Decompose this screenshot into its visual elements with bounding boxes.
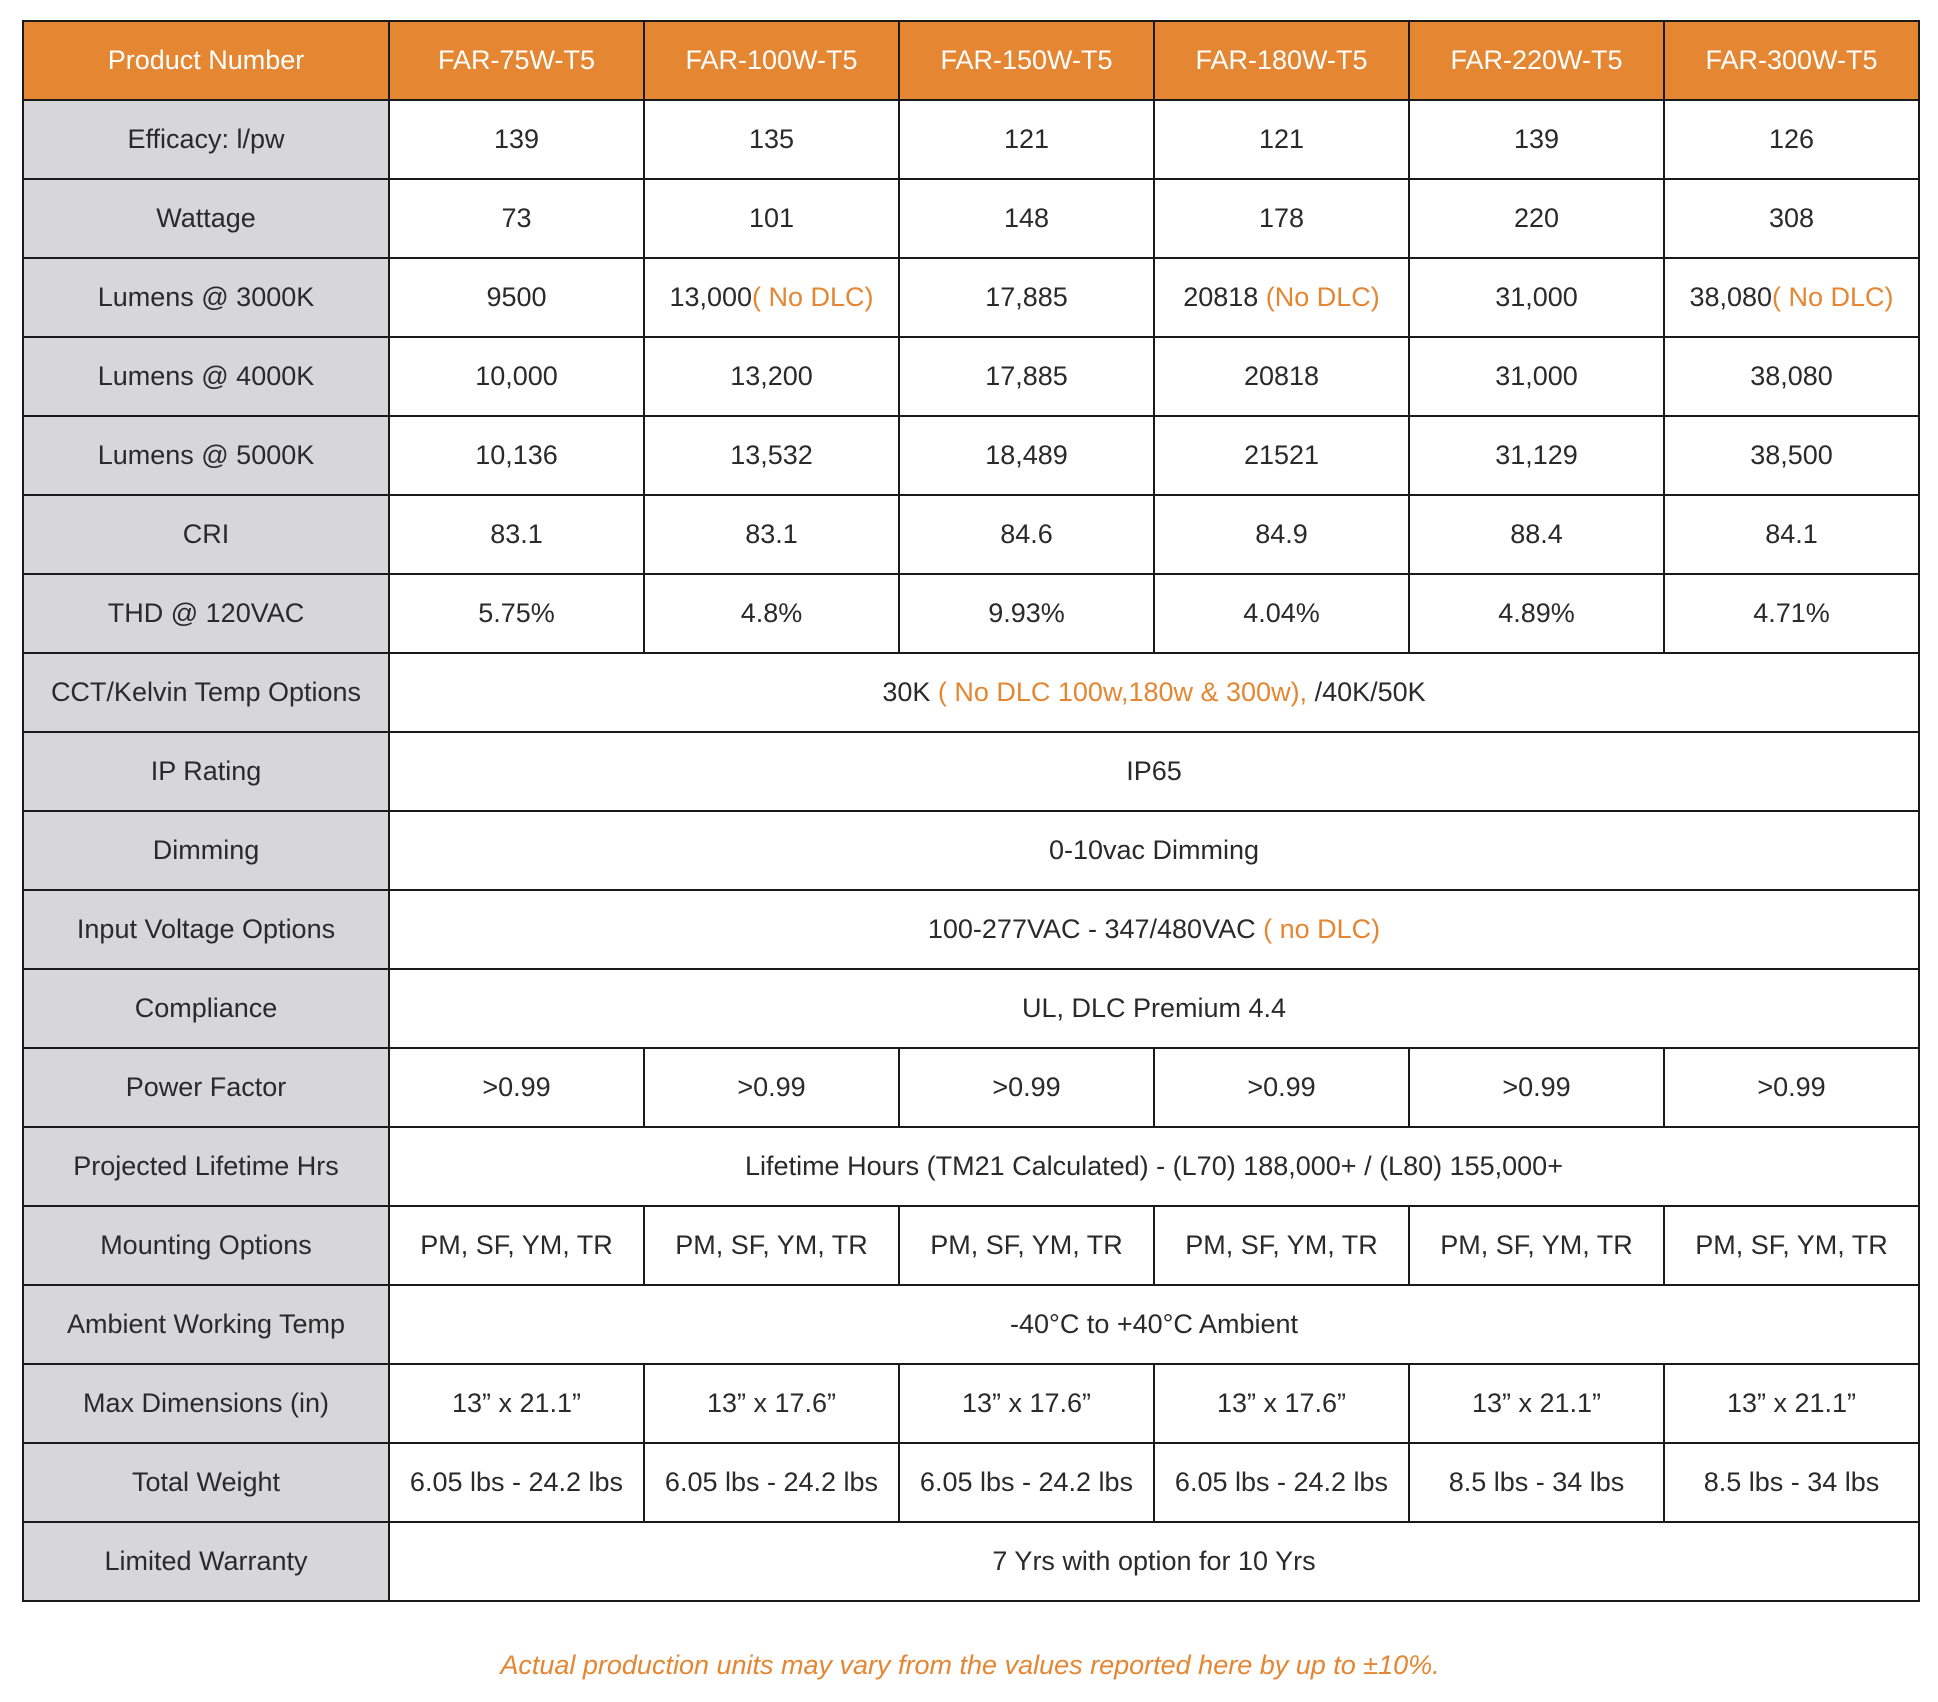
- table-cell: 83.1: [644, 495, 899, 574]
- table-cell: PM, SF, YM, TR: [1409, 1206, 1664, 1285]
- table-cell: 31,000: [1409, 337, 1664, 416]
- cell-value: 9500: [486, 282, 547, 312]
- row-lumens-3000k: [23, 258, 1919, 337]
- table-cell: 83.1: [389, 495, 644, 574]
- table-cell: >0.99: [644, 1048, 899, 1127]
- table-cell: [1409, 258, 1664, 337]
- row-compliance: [23, 969, 1919, 1048]
- row-label: Projected Lifetime Hrs: [23, 1127, 389, 1206]
- cell-value: 13,000: [669, 282, 753, 312]
- table-cell: PM, SF, YM, TR: [1154, 1206, 1409, 1285]
- row-ip-rating: [23, 732, 1919, 811]
- table-cell: 4.8%: [644, 574, 899, 653]
- table-cell-merged: IP65: [389, 732, 1919, 811]
- row-ambient-temp: [23, 1285, 1919, 1364]
- table-cell-merged: [389, 653, 1919, 732]
- table-cell: 13” x 17.6”: [899, 1364, 1154, 1443]
- table-cell: 21521: [1154, 416, 1409, 495]
- table-cell: 6.05 lbs - 24.2 lbs: [1154, 1443, 1409, 1522]
- row-total-weight: [23, 1443, 1919, 1522]
- table-cell: 220: [1409, 179, 1664, 258]
- product-header: FAR-220W-T5: [1409, 21, 1664, 100]
- table-cell: PM, SF, YM, TR: [644, 1206, 899, 1285]
- table-cell: 101: [644, 179, 899, 258]
- table-cell: 18,489: [899, 416, 1154, 495]
- table-cell: 17,885: [899, 337, 1154, 416]
- row-label: Power Factor: [23, 1048, 389, 1127]
- table-cell: 13,532: [644, 416, 899, 495]
- row-label: Lumens @ 3000K: [23, 258, 389, 337]
- table-cell: 88.4: [1409, 495, 1664, 574]
- row-label: Total Weight: [23, 1443, 389, 1522]
- cell-value: 30K: [882, 677, 938, 707]
- product-header: FAR-100W-T5: [644, 21, 899, 100]
- row-label: Dimming: [23, 811, 389, 890]
- table-cell: PM, SF, YM, TR: [899, 1206, 1154, 1285]
- table-cell: 38,500: [1664, 416, 1919, 495]
- row-label: THD @ 120VAC: [23, 574, 389, 653]
- no-dlc-note: ( no DLC): [1263, 914, 1381, 944]
- table-cell: 84.6: [899, 495, 1154, 574]
- row-label: Max Dimensions (in): [23, 1364, 389, 1443]
- table-cell: 6.05 lbs - 24.2 lbs: [389, 1443, 644, 1522]
- table-cell: [389, 258, 644, 337]
- table-cell: 73: [389, 179, 644, 258]
- row-label: Efficacy: l/pw: [23, 100, 389, 179]
- no-dlc-note: (No DLC): [1265, 282, 1380, 312]
- cell-value: 38,080: [1689, 282, 1773, 312]
- table-cell: >0.99: [389, 1048, 644, 1127]
- row-label: Lumens @ 4000K: [23, 337, 389, 416]
- table-cell: 8.5 lbs - 34 lbs: [1664, 1443, 1919, 1522]
- table-cell-merged: [389, 890, 1919, 969]
- no-dlc-note: ( No DLC): [1772, 282, 1894, 312]
- table-cell: [1664, 258, 1919, 337]
- table-cell: 121: [1154, 100, 1409, 179]
- table-cell: 139: [1409, 100, 1664, 179]
- table-cell: 84.1: [1664, 495, 1919, 574]
- table-cell: 6.05 lbs - 24.2 lbs: [644, 1443, 899, 1522]
- table-cell: 126: [1664, 100, 1919, 179]
- row-label: Wattage: [23, 179, 389, 258]
- table-cell: 13” x 21.1”: [1664, 1364, 1919, 1443]
- row-lumens-4000k: [23, 337, 1919, 416]
- row-label: Mounting Options: [23, 1206, 389, 1285]
- table-cell: [1154, 258, 1409, 337]
- row-lifetime: [23, 1127, 1919, 1206]
- table-cell: 13” x 21.1”: [1409, 1364, 1664, 1443]
- row-warranty: [23, 1522, 1919, 1601]
- row-lumens-5000k: [23, 416, 1919, 495]
- row-label: Compliance: [23, 969, 389, 1048]
- table-cell-merged: Lifetime Hours (TM21 Calculated) - (L70) 188,000+ / (L80) 155,000+: [389, 1127, 1919, 1206]
- row-cri: [23, 495, 1919, 574]
- table-cell: 10,000: [389, 337, 644, 416]
- table-cell: 308: [1664, 179, 1919, 258]
- table-cell: 13” x 21.1”: [389, 1364, 644, 1443]
- table-cell: [899, 258, 1154, 337]
- table-cell: 9.93%: [899, 574, 1154, 653]
- cell-value: 31,000: [1495, 282, 1578, 312]
- table-cell: 5.75%: [389, 574, 644, 653]
- row-label: Ambient Working Temp: [23, 1285, 389, 1364]
- row-cct: [23, 653, 1919, 732]
- row-wattage: [23, 179, 1919, 258]
- table-cell: 10,136: [389, 416, 644, 495]
- row-dimming: [23, 811, 1919, 890]
- row-mounting: [23, 1206, 1919, 1285]
- header-label: Product Number: [23, 21, 389, 100]
- table-cell-merged: 0-10vac Dimming: [389, 811, 1919, 890]
- table-cell: 4.71%: [1664, 574, 1919, 653]
- table-cell: 148: [899, 179, 1154, 258]
- row-label: Input Voltage Options: [23, 890, 389, 969]
- table-cell-merged: 7 Yrs with option for 10 Yrs: [389, 1522, 1919, 1601]
- row-efficacy: [23, 100, 1919, 179]
- table-cell: >0.99: [899, 1048, 1154, 1127]
- cell-value: 100-277VAC - 347/480VAC: [927, 914, 1264, 944]
- table-cell-merged: UL, DLC Premium 4.4: [389, 969, 1919, 1048]
- cell-value: /40K/50K: [1307, 677, 1426, 707]
- row-label: Lumens @ 5000K: [23, 416, 389, 495]
- row-input-voltage: [23, 890, 1919, 969]
- table-cell: 13,200: [644, 337, 899, 416]
- cell-value: 17,885: [985, 282, 1068, 312]
- table-cell: 31,129: [1409, 416, 1664, 495]
- table-cell: PM, SF, YM, TR: [1664, 1206, 1919, 1285]
- table-cell: 13” x 17.6”: [1154, 1364, 1409, 1443]
- table-cell: >0.99: [1409, 1048, 1664, 1127]
- cell-value: 20818: [1183, 282, 1266, 312]
- row-label: CRI: [23, 495, 389, 574]
- table-cell: [644, 258, 899, 337]
- no-dlc-note: ( No DLC): [752, 282, 874, 312]
- table-cell: 38,080: [1664, 337, 1919, 416]
- table-cell: PM, SF, YM, TR: [389, 1206, 644, 1285]
- table-cell: 135: [644, 100, 899, 179]
- product-header: FAR-180W-T5: [1154, 21, 1409, 100]
- table-cell-merged: -40°C to +40°C Ambient: [389, 1285, 1919, 1364]
- table-cell: 13” x 17.6”: [644, 1364, 899, 1443]
- table-cell: 4.89%: [1409, 574, 1664, 653]
- table-cell: 139: [389, 100, 644, 179]
- row-label: CCT/Kelvin Temp Options: [23, 653, 389, 732]
- table-cell: 84.9: [1154, 495, 1409, 574]
- row-max-dimensions: [23, 1364, 1919, 1443]
- row-label: IP Rating: [23, 732, 389, 811]
- table-cell: 121: [899, 100, 1154, 179]
- table-cell: 4.04%: [1154, 574, 1409, 653]
- table-cell: >0.99: [1154, 1048, 1409, 1127]
- no-dlc-note: ( No DLC 100w,180w & 300w),: [937, 677, 1308, 707]
- footnote: Actual production units may vary from the values reported here by up to ±10%.: [500, 1650, 1440, 1680]
- table-cell: >0.99: [1664, 1048, 1919, 1127]
- row-power-factor: [23, 1048, 1919, 1127]
- table-cell: 8.5 lbs - 34 lbs: [1409, 1443, 1664, 1522]
- table-cell: 178: [1154, 179, 1409, 258]
- header-row: [23, 21, 1919, 100]
- row-thd: [23, 574, 1919, 653]
- product-header: FAR-75W-T5: [389, 21, 644, 100]
- product-header: FAR-150W-T5: [899, 21, 1154, 100]
- table-cell: 6.05 lbs - 24.2 lbs: [899, 1443, 1154, 1522]
- table-cell: 20818: [1154, 337, 1409, 416]
- product-header: FAR-300W-T5: [1664, 21, 1919, 100]
- spec-table: [22, 20, 1920, 1602]
- row-label: Limited Warranty: [23, 1522, 389, 1601]
